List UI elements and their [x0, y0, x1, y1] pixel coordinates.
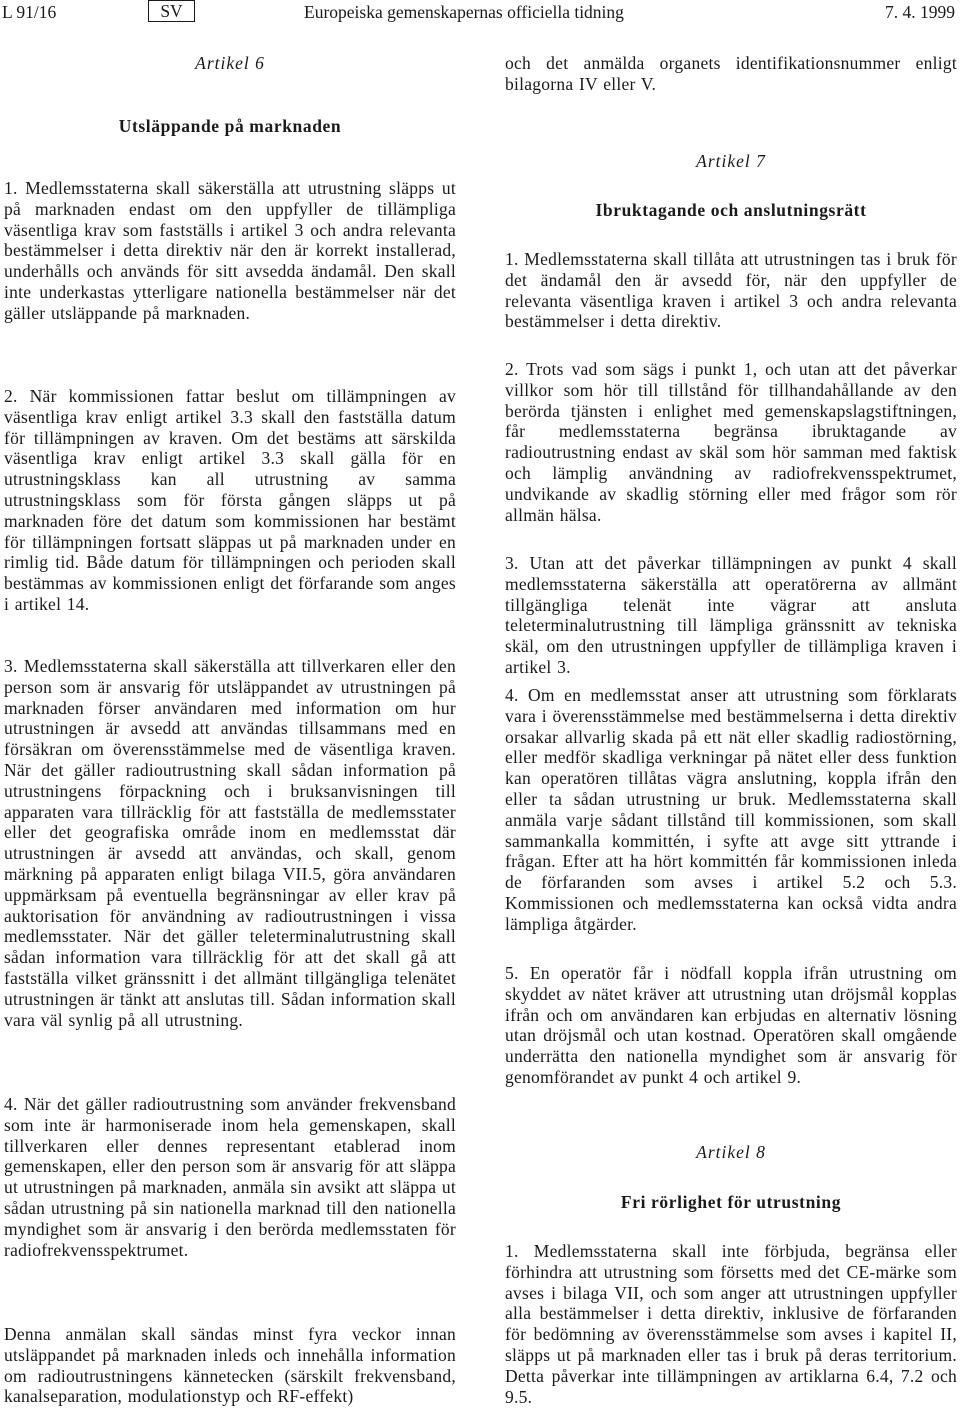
- article-6-paragraph-4: 4. När det gäller radioutrustning som använder frekvensband som inte är harmoniserade inom hela gemenskapen, skall tillverkaren eller dennes representant etablerad inom gemenskapen, eller den person som är ansvarig för att släppa ut utrustningen på marknaden, anmäla sin avsikt att släppa ut sådan utrustning på sin nationella marknad till den nationella myndighet som är ansvarig i den berörda medlemsstaten för radiofrekvensspektrumet.: [4, 1094, 456, 1260]
- article-6-paragraph-2: 2. När kommissionen fattar beslut om tillämpningen av väsentliga krav enligt artikel 3.3 skall den fastställa datum för tillämpningen av kraven. Om det bestäms att särskilda väsentliga krav enligt artikel 3.3 skall gälla för en utrustningsklass kan all utrustning av samma utrustningsklass som för första gången släpps ut på marknaden före det datum som kommissionen har bestämt för tillämpningen fortsatt släppas ut på marknaden under en rimlig tid. Både datum för tillämpningen och perioden skall bestämmas av kommissionen enligt det förfarande som anges i artikel 14.: [4, 386, 456, 614]
- language-badge: SV: [148, 0, 195, 22]
- article-6-number: Artikel 6: [195, 53, 265, 73]
- article-6-paragraph-1: 1. Medlemsstaterna skall säkerställa att utrustning släpps ut på marknaden endast om den uppfyller de tillämpliga väsentliga krav som fastställs i artikel 3 och andra relevanta bestämmelser i detta direktiv när den är korrekt installerad, underhålls och används för sitt avsedda ändamål. Den skall inte underkastas ytterligare nationella bestämmelser när det gäller utsläppande på marknaden.: [4, 178, 456, 323]
- article-7-title: Ibruktagande och anslutningsrätt: [595, 200, 867, 220]
- article-8-paragraph-1: 1. Medlemsstaterna skall inte förbjuda, begränsa eller förhindra att utrustning som försetts med det CE-märke som avses i bilaga VII, och som anger att utrustningen uppfyller alla bestämmelser i detta direktiv, inklusive de förfaranden för bedömning av överensstämmelse som avses i kapitel II, släpps ut på marknaden eller tas i bruk på deras territorium. Detta påverkar inte tillämpningen av artiklarna 6.4, 7.2 och 9.5.: [505, 1241, 957, 1407]
- article-6-title: Utsläppande på marknaden: [118, 116, 342, 136]
- article-7-paragraph-4: 4. Om en medlemsstat anser att utrustning som förklarats vara i överensstämmelse med bestämmelserna i detta direktiv orsakar allvarlig skada på ett nät eller skadlig radiostörning, eller medför skadliga verkningar på nätet eller dess funktion kan operatören tillåtas vägra anslutning, koppla ifrån den eller ta sådan utrustning ur bruk. Medlemsstaterna skall anmäla varje sådant tillstånd till kommissionen, som skall sammankalla kommittén, i syfte att avge sitt yttrande i frågan. Efter att ha hört kommittén får kommissionen inleda de förfaranden som avses i artikel 5.2 och 5.3. Kommissionen och medlemsstaterna kan också vidta andra lämpliga åtgärder.: [505, 685, 957, 934]
- page-reference: L 91/16: [2, 2, 57, 22]
- article-7-paragraph-1: 1. Medlemsstaterna skall tillåta att utrustningen tas i bruk för det ändamål den är avsedd för, när den uppfyller de relevanta väsentliga kraven i artikel 3 och andra relevanta bestämmelser i detta direktiv.: [505, 249, 957, 332]
- article-7-paragraph-2: 2. Trots vad som sägs i punkt 1, och utan att det påverkar villkor som hör till tillstånd för tillhandahållande av den berörda tjänsten i enlighet med gemenskapslagstiftningen, får medlemsstaterna begränsa ibruktagande av radioutrustning endast av skäl som hör samman med faktisk och lämplig användning av radiofrekvensspektrumet, undvikande av skadlig störning eller med frågor som rör allmän hälsa.: [505, 359, 957, 525]
- article-6-paragraph-5: Denna anmälan skall sändas minst fyra veckor innan utsläppandet på marknaden inleds och innehålla information om radioutrustningens kännetecken (särskilt frekvensband, kanalseparation, modulationstyp och RF-effekt): [4, 1324, 456, 1407]
- article-8-number: Artikel 8: [696, 1142, 766, 1162]
- article-7-paragraph-5: 5. En operatör får i nödfall koppla ifrån utrustning om skyddet av nätet kräver att utrustning utan dröjsmål kopplas ifrån och om användaren kan erbjudas en alternativ lösning utan dröjsmål och utan kostnad. Operatören skall omgående underrätta den nationella myndighet som är ansvarig för genomförandet av punkt 4 och artikel 9.: [505, 963, 957, 1087]
- continued-text: och det anmälda organets identifikationsnummer enligt bilagorna IV eller V.: [505, 53, 957, 94]
- article-7-number: Artikel 7: [696, 151, 766, 171]
- publication-date: 7. 4. 1999: [885, 2, 955, 22]
- article-6-paragraph-3: 3. Medlemsstaterna skall säkerställa att tillverkaren eller den person som är ansvarig för utsläppandet av utrustningen på marknaden förser användaren med information om hur utrustningen är avsedd att användas tillsammans med en försäkran om överensstämmelse med de väsentliga kraven. När det gäller radioutrustning skall sådan information på utrustningens förpackning och i bruksanvisningen till apparaten vara tillräcklig för att fastställa de medlemsstater eller det geografiska område inom en medlemsstat där utrustningen är avsedd att användas, och skall, genom märkning på apparaten enligt bilaga VII.5, göra användaren uppmärksam på eventuella begränsningar av eller krav på auktorisation för användning av radioutrustningen i vissa medlemsstater. När det gäller teleterminalutrustning skall sådan information vara tillräcklig för att det skall gå att fastställa vilket gränssnitt i det allmänt tillgängliga telenätet utrustningen är tänkt att anslutas till. Sådan information skall vara väl synlig på all utrustning.: [4, 656, 456, 1030]
- page-header: [0, 0, 960, 26]
- article-7-paragraph-3: 3. Utan att det påverkar tillämpningen av punkt 4 skall medlemsstaterna säkerställa att operatörerna av allmänt tillgängliga telenät inte vägrar att ansluta teleterminalutrustning till lämpliga gränssnitt av tekniska skäl, om den utrustningen uppfyller de tillämpliga kraven i artikel 3.: [505, 553, 957, 677]
- journal-title: Europeiska gemenskapernas officiella tidning: [304, 2, 624, 22]
- article-8-title: Fri rörlighet för utrustning: [620, 1192, 842, 1212]
